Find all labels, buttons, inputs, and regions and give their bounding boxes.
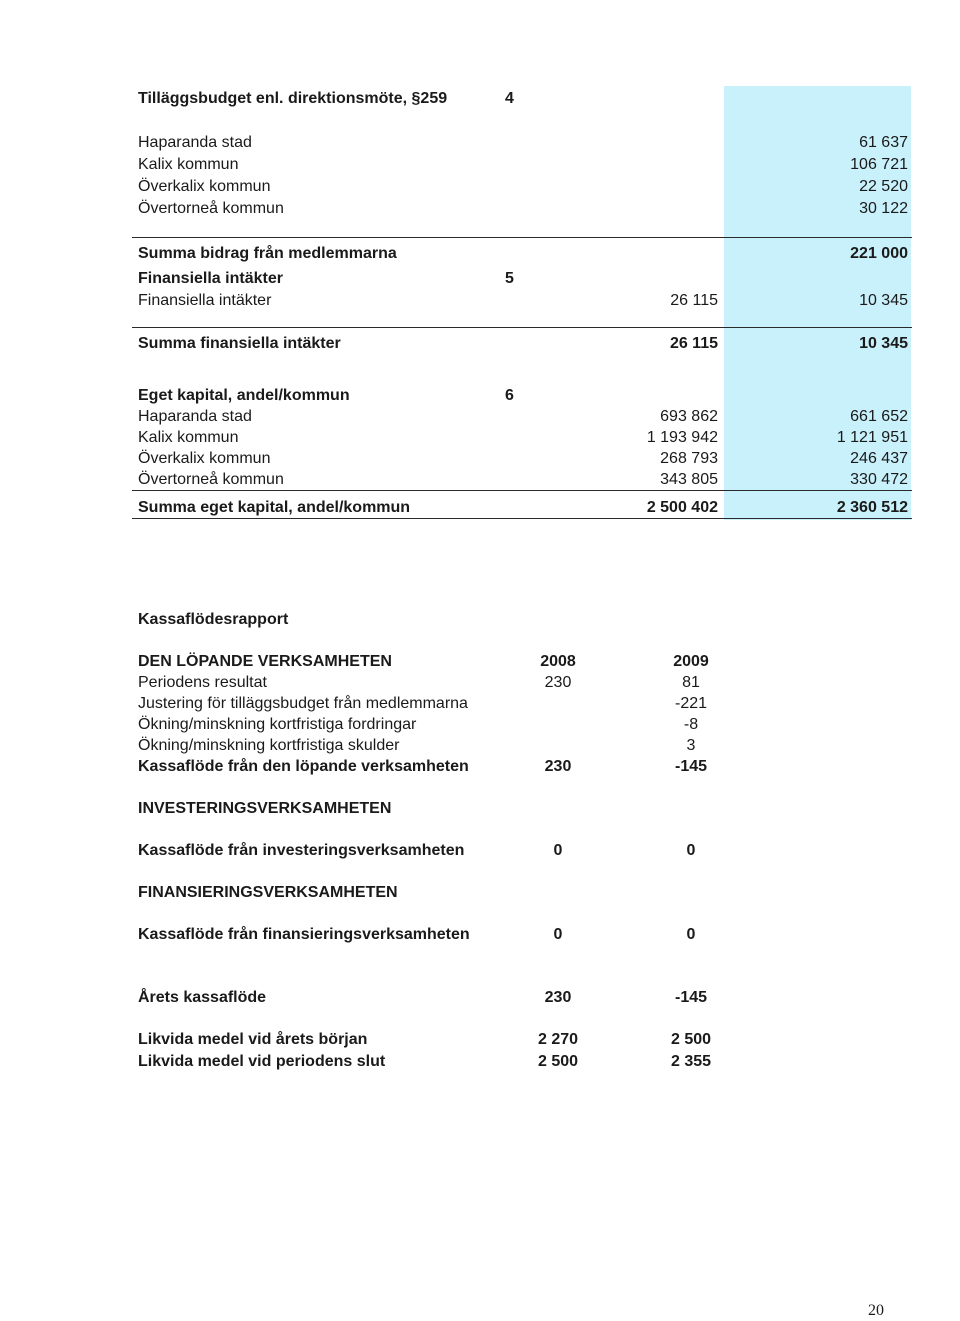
sum-value: 221 000 xyxy=(850,245,908,262)
equity-curr: 661 652 xyxy=(850,408,908,425)
equity-prev: 1 193 942 xyxy=(646,429,718,446)
budget-title-row xyxy=(138,88,912,110)
member-row xyxy=(138,154,912,176)
cashflow-row xyxy=(138,672,738,694)
divider xyxy=(132,327,912,328)
investing-total-row xyxy=(138,840,738,862)
equity-header: Eget kapital, andel/kommun xyxy=(138,387,350,404)
year-2008: 2008 xyxy=(540,653,576,670)
financing-total-v2: 0 xyxy=(686,926,696,943)
investing-total-v2: 0 xyxy=(686,842,696,859)
cashflow-title: Kassaflödesrapport xyxy=(138,611,289,628)
equity-prev: 268 793 xyxy=(660,450,718,467)
financing-header: FINANSIERINGSVERKSAMHETEN xyxy=(138,884,398,901)
sum-label: Summa bidrag från medlemmarna xyxy=(138,245,397,262)
member-name: Överkalix kommun xyxy=(138,178,271,195)
cash-end-v2: 2 355 xyxy=(670,1053,712,1070)
equity-header-row xyxy=(138,385,912,407)
cashflow-v2: -8 xyxy=(683,716,699,733)
cashflow-v2: -221 xyxy=(674,695,708,712)
cash-start-label: Likvida medel vid årets början xyxy=(138,1031,368,1048)
equity-row xyxy=(138,427,912,449)
equity-name: Överkalix kommun xyxy=(138,450,271,467)
finance-sum-prev: 26 115 xyxy=(669,335,718,352)
cash-start-v2: 2 500 xyxy=(670,1031,712,1048)
cashflow-v2: 3 xyxy=(686,737,696,754)
cashflow-row xyxy=(138,735,738,757)
divider xyxy=(132,490,912,491)
note-ref: 4 xyxy=(505,90,514,107)
finance-sum-curr: 10 345 xyxy=(859,335,908,352)
budget-title: Tilläggsbudget enl. direktionsmöte, §259 xyxy=(138,90,448,107)
year-flow-row xyxy=(138,987,738,1009)
member-value: 30 122 xyxy=(859,200,908,217)
equity-name: Haparanda stad xyxy=(138,408,252,425)
cash-end-label: Likvida medel vid periodens slut xyxy=(138,1053,386,1070)
equity-sum-label: Summa eget kapital, andel/kommun xyxy=(138,499,411,516)
member-row xyxy=(138,176,912,198)
financing-total-row xyxy=(138,924,738,946)
finance-sum-label: Summa finansiella intäkter xyxy=(138,335,341,352)
divider xyxy=(132,237,912,238)
cashflow-row xyxy=(138,693,738,715)
equity-sum-curr: 2 360 512 xyxy=(836,499,908,516)
cashflow-label: Justering för tilläggsbudget från medlemmarna xyxy=(138,695,468,712)
operating-total-row xyxy=(138,756,738,778)
operating-total-label: Kassaflöde från den löpande verksamheten xyxy=(138,758,469,775)
investing-header-row xyxy=(138,798,738,820)
equity-name: Övertorneå kommun xyxy=(138,471,284,488)
sum-members-row xyxy=(138,243,912,265)
operating-header: DEN LÖPANDE VERKSAMHETEN xyxy=(138,653,392,670)
equity-sum-row xyxy=(138,497,912,519)
finance-row xyxy=(138,290,912,312)
cash-end-v1: 2 500 xyxy=(537,1053,579,1070)
equity-curr: 1 121 951 xyxy=(836,429,908,446)
finance-sum-row xyxy=(138,333,912,355)
investing-header: INVESTERINGSVERKSAMHETEN xyxy=(138,800,392,817)
equity-curr: 246 437 xyxy=(850,450,908,467)
member-value: 106 721 xyxy=(850,156,908,173)
equity-sum-prev: 2 500 402 xyxy=(646,499,718,516)
cash-start-row xyxy=(138,1029,738,1051)
year-flow-v1: 230 xyxy=(544,989,572,1006)
equity-prev: 343 805 xyxy=(660,471,718,488)
cashflow-label: Ökning/minskning kortfristiga skulder xyxy=(138,737,400,754)
cashflow-label: Ökning/minskning kortfristiga fordringar xyxy=(138,716,417,733)
cash-end-row xyxy=(138,1051,738,1073)
equity-row xyxy=(138,448,912,470)
equity-row xyxy=(138,469,912,491)
note-ref: 5 xyxy=(505,270,514,287)
year-2009: 2009 xyxy=(673,653,709,670)
cashflow-label: Periodens resultat xyxy=(138,674,267,691)
member-row xyxy=(138,132,912,154)
cashflow-v2: 81 xyxy=(682,674,700,691)
member-value: 22 520 xyxy=(859,178,908,195)
divider xyxy=(132,518,912,519)
member-row xyxy=(138,198,912,220)
cashflow-v1: 230 xyxy=(544,674,572,691)
finance-prev: 26 115 xyxy=(670,292,718,309)
investing-total-v1: 0 xyxy=(553,842,563,859)
financing-total-v1: 0 xyxy=(553,926,563,943)
cashflow-row xyxy=(138,714,738,736)
finance-curr: 10 345 xyxy=(859,292,908,309)
cashflow-title-row xyxy=(138,609,738,631)
note-ref: 6 xyxy=(505,387,514,404)
year-flow-label: Årets kassaflöde xyxy=(138,989,267,1006)
investing-total-label: Kassaflöde från investeringsverksamheten xyxy=(138,842,465,859)
finance-header-row xyxy=(138,268,912,290)
equity-curr: 330 472 xyxy=(850,471,908,488)
equity-name: Kalix kommun xyxy=(138,429,239,446)
operating-total-v2: -145 xyxy=(674,758,708,775)
member-name: Kalix kommun xyxy=(138,156,239,173)
year-flow-v2: -145 xyxy=(674,989,708,1006)
member-value: 61 637 xyxy=(859,134,908,151)
member-name: Haparanda stad xyxy=(138,134,252,151)
finance-header: Finansiella intäkter xyxy=(138,270,283,287)
equity-prev: 693 862 xyxy=(660,408,718,425)
operating-header-row xyxy=(138,651,738,673)
operating-total-v1: 230 xyxy=(544,758,572,775)
page-number: 20 xyxy=(868,1302,884,1319)
financing-total-label: Kassaflöde från finansieringsverksamheten xyxy=(138,926,470,943)
financing-header-row xyxy=(138,882,738,904)
member-name: Övertorneå kommun xyxy=(138,200,284,217)
finance-label: Finansiella intäkter xyxy=(138,292,272,309)
cash-start-v1: 2 270 xyxy=(537,1031,579,1048)
equity-row xyxy=(138,406,912,428)
